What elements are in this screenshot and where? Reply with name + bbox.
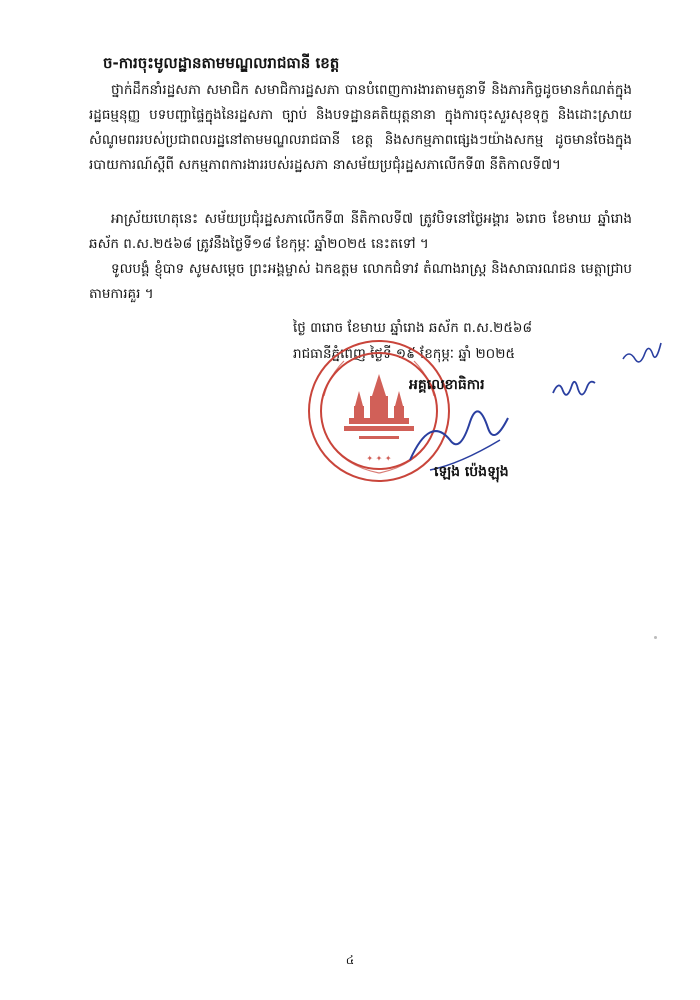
paragraph-3: ទូលបង្គំ ខ្ញុំបាទ សូមសម្តេច ព្រះអង្គម្ចាស់ ឯកឧត្តម លោកជំទាវ តំណាងរាស្ត្រ និងសាធារណជន មេត្តាជ្រាបតាមការគួរ ។ bbox=[89, 261, 632, 302]
signer-name: ឡេង ប៉េងឡុង bbox=[434, 464, 509, 480]
date-lunar: ថ្ងៃ ៣រោច ខែមាឃ ឆ្នាំរោង ឆស័ក ព.ស.២៥៦៨ bbox=[293, 320, 532, 336]
paragraph-1: ថ្នាក់ដឹកនាំរដ្ឋសភា សមាជិក សមាជិការដ្ឋសភា បានបំពេញការងារតាមតួនាទី និងភារកិច្ចដូចមានកំណត់ក្នុងរដ្ឋធម្មនុញ្ញ បទបញ្ជាផ្ទៃក្នុងនៃរដ្ឋសភា ច្បាប់ និងបទដ្ឋានគតិយុត្តនានា ក្នុងការចុះសួរសុខទុក្ខ និងដោះស្រាយសំណូមពររបស់ប្រជាពលរដ្ឋនៅតាមមណ្ឌលរាជធានី ខេត្ត និងសកម្មភាពផ្សេងៗយ៉ាងសកម្ម ដូចមានចែងក្នុងរបាយការណ៍ស្តីពី សកម្មភាពការងាររបស់រដ្ឋសភា នាសម័យប្រជុំរដ្ឋសភាលើកទី៣ នីតិកាលទី៧។ bbox=[89, 82, 632, 173]
handwritten-initials bbox=[550, 375, 600, 400]
page-number: ៤ bbox=[345, 953, 355, 967]
speck bbox=[654, 636, 657, 639]
paragraph-2: អាស្រ័យហេតុនេះ សម័យប្រជុំរដ្ឋសភាលើកទី៣ នីតិកាលទី៧ ត្រូវបិទនៅថ្ងៃអង្គារ ៦រោច ខែមាឃ ឆ្នាំរោង ឆស័ក ព.ស.២៥៦៨ ត្រូវនឹងថ្ងៃទី១៨ ខែកុម្ភៈ ឆ្នាំ២០២៥ នេះតទៅ ។ bbox=[89, 211, 632, 252]
signer-title: អគ្គលេខាធិការ bbox=[409, 377, 485, 393]
section-heading: ច-ការចុះមូលដ្ឋានតាមមណ្ឌលរាជធានី ខេត្ត bbox=[103, 54, 340, 72]
date-solar: រាជធានីភ្នំពេញ ថ្ងៃទី ១៩ ខែកុម្ភៈ ឆ្នាំ ២០២៥ bbox=[293, 346, 516, 362]
handwritten-date-mark bbox=[619, 341, 667, 369]
svg-text:✦ ✦ ✦: ✦ ✦ ✦ bbox=[366, 454, 392, 463]
